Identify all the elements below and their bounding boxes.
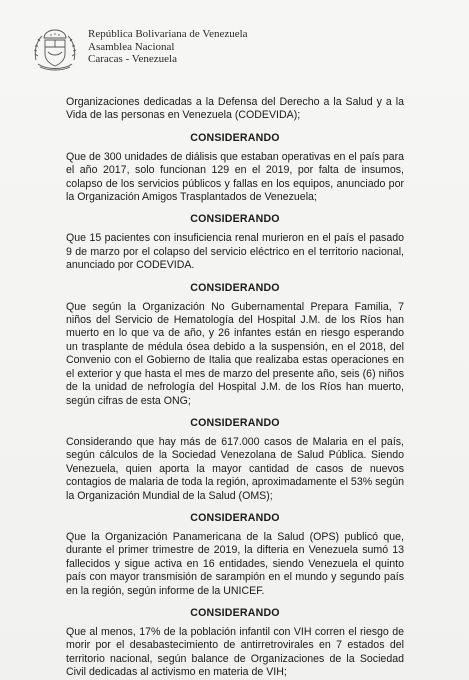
letterhead (30, 26, 330, 76)
issuer-institution: Asamblea Nacional (88, 40, 175, 53)
issuer-block (88, 28, 248, 66)
considerando-heading: CONSIDERANDO (190, 511, 280, 524)
considerando-heading: CONSIDERANDO (190, 281, 280, 294)
body-paragraph: Que 15 pacientes con insuficiencia renal murieron en el país el pasado 9 de marzo por el colapso del servicio eléctrico en el territorio nacional, anunciado por CODEVIDA. (66, 232, 404, 272)
considerando-heading: CONSIDERANDO (190, 213, 280, 226)
document-body (66, 96, 404, 680)
body-paragraph: Que de 300 unidades de diálisis que estaban operativas en el país para el año 2017, solo funcionan 129 en el 2019, por falta de insumos, colapso de los servicios públicos y fallas en los equipos, anunciado por la Organización Amigos Trasplantados de Venezuela; (66, 150, 404, 204)
issuer-city: Caracas - Venezuela (88, 53, 177, 65)
coat-of-arms-icon (30, 26, 80, 72)
considerando-heading: CONSIDERANDO (190, 131, 280, 144)
considerando-heading: CONSIDERANDO (190, 606, 280, 619)
body-paragraph: Considerando que hay más de 617.000 casos de Malaria en el país, según cálculos de la Sociedad Venezolana de Salud Pública. Siendo Venezuela, quien aporta la mayor cantidad de casos de nuevos contagios de malaria de toda la región, aproximadamente el 53% según la Organización Mundial de la Salud (OMS); (66, 435, 404, 502)
body-paragraph: Que al menos, 17% de la población infantil con VIH corren el riesgo de morir por el desabastecimiento de antirretrovirales en 7 estados del territorio nacional, según balance de Organizaciones de la Sociedad Civil dedicadas al activismo en materia de VIH; (66, 625, 404, 679)
issuer-country: República Bolivariana de Venezuela (88, 28, 248, 40)
body-paragraph: Que según la Organización No Gubernamental Prepara Familia, 7 niños del Servicio de Hematología del Hospital J.M. de los Ríos han muerto en lo que va de año, y 26 infantes están en riesgo esperando un trasplante de médula ósea debido a la suspensión, en el 2018, del Convenio con el Gobierno de Italia que realizaba estas operaciones en el exterior y que hasta el mes de marzo del presente año, seis (6) niños de la unidad de nefrología del Hospital J.M. de los Ríos han muerto, según cifras de esta ONG; (66, 300, 404, 407)
considerando-heading: CONSIDERANDO (190, 416, 280, 429)
body-paragraph: Organizaciones dedicadas a la Defensa del Derecho a la Salud y a la Vida de las personas en Venezuela (CODEVIDA); (66, 96, 404, 122)
body-paragraph: Que la Organización Panamericana de la Salud (OPS) publicó que, durante el primer trimestre de 2019, la difteria en Venezuela sumó 13 fallecidos y sigue activa en 16 entidades, siendo Venezuela el quinto país con mayor transmisión de sarampión en el mundo y segundo país en la región, según informe de la UNICEF. (66, 530, 404, 597)
